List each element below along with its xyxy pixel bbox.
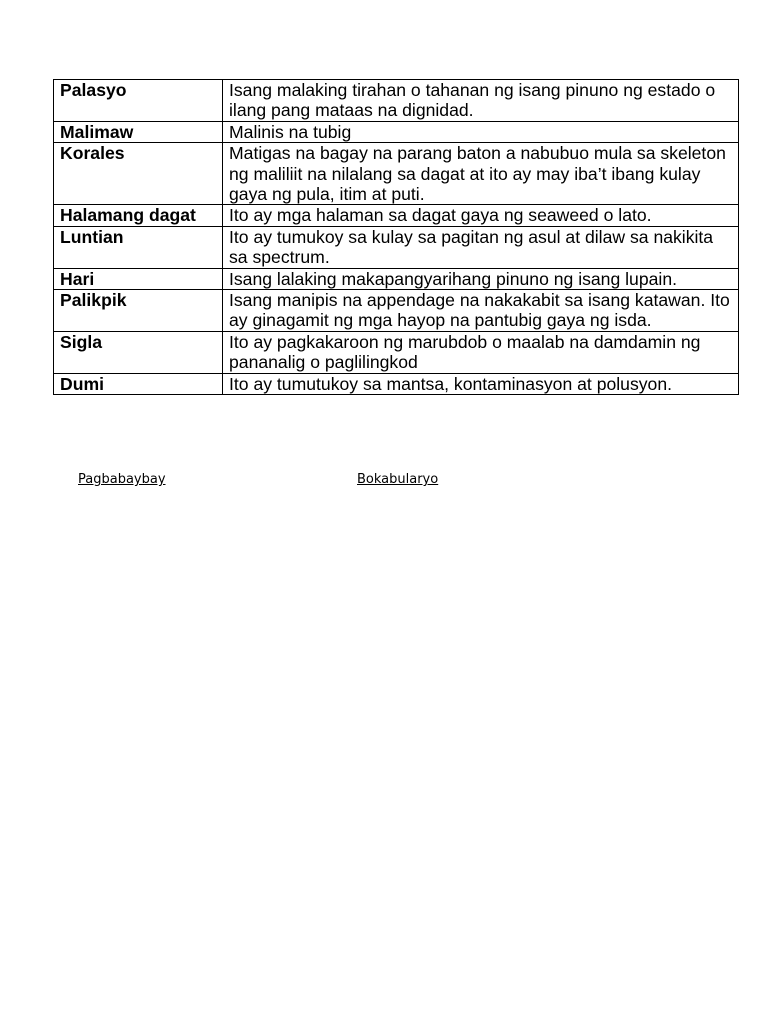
bokabularyo-link[interactable]: Bokabularyo [357, 472, 439, 487]
definition-cell: Isang lalaking makapangyarihang pinuno ng isang lupain. [223, 268, 739, 289]
term-cell: Hari [54, 268, 223, 289]
vocabulary-table [53, 79, 739, 395]
term-cell: Luntian [54, 226, 223, 268]
term-cell: Palikpik [54, 290, 223, 332]
table-row [54, 143, 739, 205]
definition-cell: Ito ay tumukoy sa kulay sa pagitan ng asul at dilaw sa nakikita sa spectrum. [223, 226, 739, 268]
definition-cell: Malinis na tubig [223, 121, 739, 142]
term-cell: Halamang dagat [54, 205, 223, 226]
table-row [54, 373, 739, 394]
table-row [54, 121, 739, 142]
table-row [54, 205, 739, 226]
term-cell: Sigla [54, 331, 223, 373]
definition-cell: Isang manipis na appendage na nakakabit sa isang katawan. Ito ay ginagamit ng mga hayop na pantubig gaya ng isda. [223, 290, 739, 332]
term-cell: Malimaw [54, 121, 223, 142]
definition-cell: Ito ay tumutukoy sa mantsa, kontaminasyon at polusyon. [223, 373, 739, 394]
term-cell: Korales [54, 143, 223, 205]
term-cell: Dumi [54, 373, 223, 394]
definition-cell: Matigas na bagay na parang baton a nabubuo mula sa skeleton ng maliliit na nilalang sa dagat at ito ay may iba’t ibang kulay gaya ng pula, itim at puti. [223, 143, 739, 205]
pagbabaybay-link[interactable]: Pagbabaybay [78, 472, 166, 487]
table-row [54, 226, 739, 268]
term-cell: Palasyo [54, 80, 223, 122]
table-row [54, 331, 739, 373]
table-row [54, 268, 739, 289]
table-row [54, 80, 739, 122]
definition-cell: Ito ay mga halaman sa dagat gaya ng seaweed o lato. [223, 205, 739, 226]
table-row [54, 290, 739, 332]
definition-cell: Isang malaking tirahan o tahanan ng isang pinuno ng estado o ilang pang mataas na dignidad. [223, 80, 739, 122]
definition-cell: Ito ay pagkakaroon ng marubdob o maalab na damdamin ng pananalig o paglilingkod [223, 331, 739, 373]
